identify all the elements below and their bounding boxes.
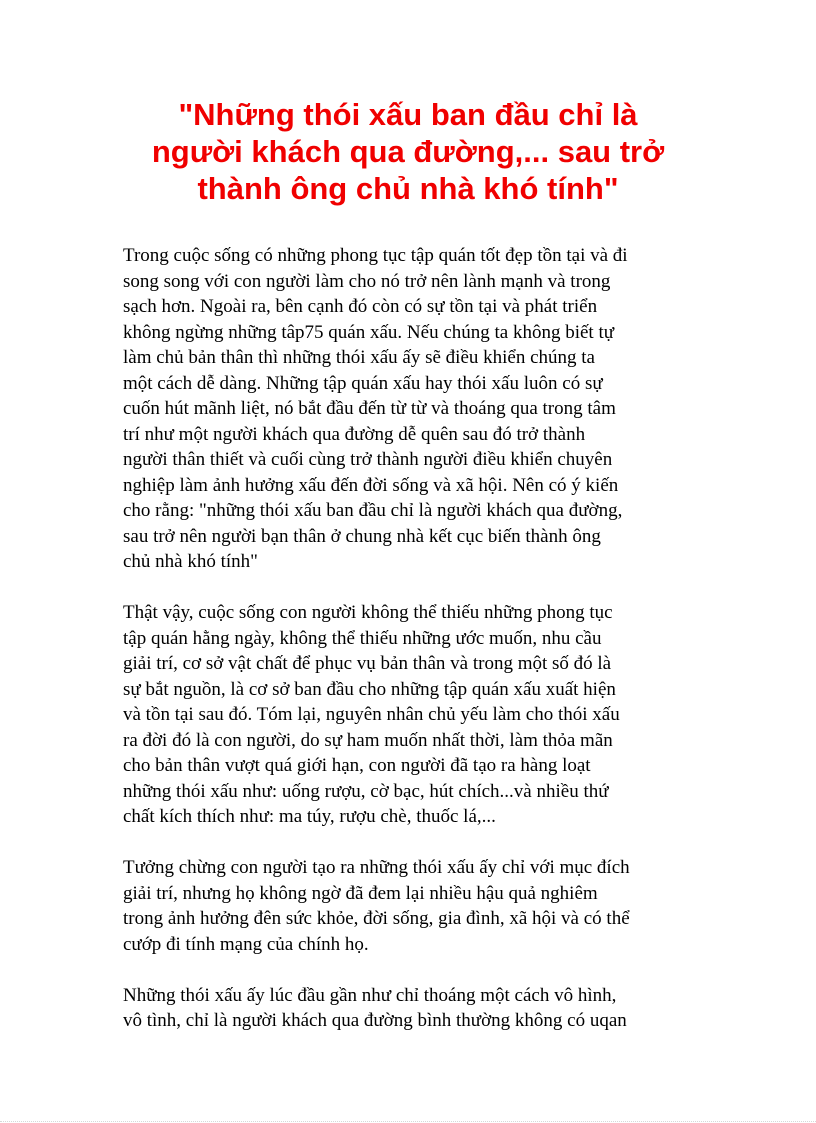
document-title: "Những thói xấu ban đầu chỉ là người khách qua đường,... sau trở thành ông chủ nhà khó tính" [151,97,665,206]
paragraph-3: Tưởng chừng con người tạo ra những thói xấu ấy chỉ với mục đích giải trí, nhưng họ không ngờ đã đem lại nhiều hậu quả nghiêm trong ảnh hưởng đên sức khỏe, đời sống, gia đình, xã hội và có thể cướp đi tính mạng của chính họ. [123,857,630,955]
paragraph-4: Những thói xấu ấy lúc đầu gần như chỉ thoáng một cách vô hình, vô tình, chỉ là người khách qua đường bình thường không có uqan [123,984,627,1031]
paragraph-1: Trong cuộc sống có những phong tục tập quán tốt đẹp tồn tại và đi song song với con người làm cho nó trở nên lành mạnh và trong sạch hơn. Ngoài ra, bên cạnh đó còn có sự tồn tại và phát triển không ngừng những tâp75 quán xấu. Nếu chúng ta không biết tự làm chủ bản thân thì những thói xấu ấy sẽ điều khiển chúng ta một cách dễ dàng. Những tập quán xấu hay thói xấu luôn có sự cuốn hút mãnh liệt, nó bắt đầu đến từ từ và thoáng qua trong tâm trí như một người khách qua đường dễ quên sau đó trở thành người thân thiết và cuối cùng trở thành người điều khiển chuyên nghiệp làm ảnh hưởng xấu đến đời sống và xã hội. Nên có ý kiến cho rằng: "những thói xấu ban đầu chỉ là người khách qua đường, sau trở nên người bạn thân ở chung nhà kết cục biến thành ông chủ nhà khó tính" [123,245,628,572]
paragraph-2: Thật vậy, cuộc sống con người không thể thiếu những phong tục tập quán hằng ngày, không thể thiếu những ước muốn, nhu cầu giải trí, cơ sở vật chất để phục vụ bản thân và trong một số đó là sự bắt nguồn, là cơ sở ban đầu cho những tập quán xấu xuất hiện và tồn tại sau đó. Tóm lại, nguyên nhân chủ yếu làm cho thói xấu ra đời đó là con người, do sự ham muốn nhất thời, làm thỏa mãn cho bản thân vượt quá giới hạn, con người đã tạo ra hàng loạt những thói xấu như: uống rượu, cờ bạc, hút chích...và nhiều thứ chất kích thích như: ma túy, rượu chè, thuốc lá,... [123,602,620,827]
document-body [123,243,703,1059]
page-bottom-divider [0,1121,816,1122]
